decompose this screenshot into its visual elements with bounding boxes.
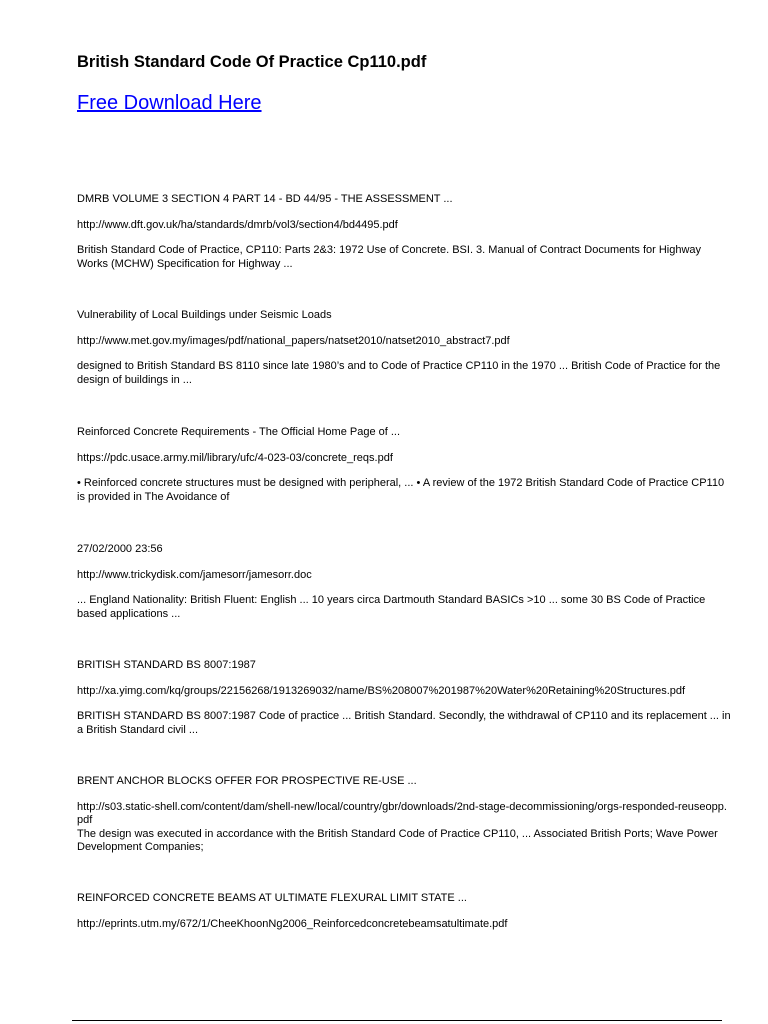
result-title: BRENT ANCHOR BLOCKS OFFER FOR PROSPECTIVE RE-USE ... — [77, 775, 417, 787]
result-description: • Reinforced concrete structures must be designed with peripheral, ... • A review of the 1972 British Standard Code of Practice CP110 is provided in The Avoidance of — [77, 477, 725, 503]
result-entry — [77, 309, 732, 387]
result-url[interactable]: https://pdc.usace.army.mil/library/ufc/4-023-03/concrete_reqs.pdf — [77, 451, 393, 464]
result-title: BRITISH STANDARD BS 8007:1987 — [77, 659, 256, 671]
result-url[interactable]: http://www.trickydisk.com/jamesorr/jamesorr.doc — [77, 568, 312, 581]
result-title: 27/02/2000 23:56 — [77, 543, 163, 555]
result-entry — [77, 543, 732, 621]
result-entry — [77, 892, 732, 931]
document-title: British Standard Code Of Practice Cp110.pdf — [77, 53, 427, 71]
result-url[interactable]: http://eprints.utm.my/672/1/CheeKhoonNg2006_Reinforcedconcretebeamsatultimate.pdf — [77, 917, 508, 930]
result-title: Reinforced Concrete Requirements - The Official Home Page of ... — [77, 426, 401, 438]
result-entry — [77, 659, 732, 737]
footer-divider — [72, 1020, 722, 1021]
result-description: The design was executed in accordance with the British Standard Code of Practice CP110, ... Associated British Ports; Wave Power Development Companies; — [77, 827, 718, 853]
result-url[interactable]: http://s03.static-shell.com/content/dam/shell-new/local/country/gbr/downloads/2nd-stage-decommissioning/orgs-responded-reuseopp.pdf — [77, 800, 727, 826]
result-entry — [77, 775, 732, 855]
result-entry — [77, 193, 732, 271]
result-url[interactable]: http://xa.yimg.com/kq/groups/22156268/1913269032/name/BS%208007%201987%20Water%20Retaining%20Structures.pdf — [77, 684, 686, 697]
free-download-link[interactable]: Free Download Here — [77, 92, 262, 114]
result-title: Vulnerability of Local Buildings under Seismic Loads — [77, 309, 332, 321]
result-description: ... England Nationality: British Fluent: English ... 10 years circa Dartmouth Standard BASICs >10 ... some 30 BS Code of Practice based applications ... — [77, 594, 706, 620]
result-description: British Standard Code of Practice, CP110: Parts 2&3: 1972 Use of Concrete. BSI. 3. Manual of Contract Documents for Highway Works (MCHW) Specification for Highway ... — [77, 244, 702, 270]
result-url[interactable]: http://www.met.gov.my/images/pdf/national_papers/natset2010/natset2010_abstract7.pdf — [77, 334, 510, 347]
result-entry — [77, 426, 732, 504]
result-description: designed to British Standard BS 8110 since late 1980’s and to Code of Practice CP110 in the 1970 ... British Code of Practice for the design of buildings in ... — [77, 360, 721, 386]
result-url[interactable]: http://www.dft.gov.uk/ha/standards/dmrb/vol3/section4/bd4495.pdf — [77, 218, 398, 231]
result-description: BRITISH STANDARD BS 8007:1987 Code of practice ... British Standard. Secondly, the withdrawal of CP110 and its replacement ... in a British Standard civil ... — [77, 710, 731, 736]
result-title: REINFORCED CONCRETE BEAMS AT ULTIMATE FLEXURAL LIMIT STATE ... — [77, 892, 467, 904]
result-title: DMRB VOLUME 3 SECTION 4 PART 14 - BD 44/95 - THE ASSESSMENT ... — [77, 193, 453, 205]
